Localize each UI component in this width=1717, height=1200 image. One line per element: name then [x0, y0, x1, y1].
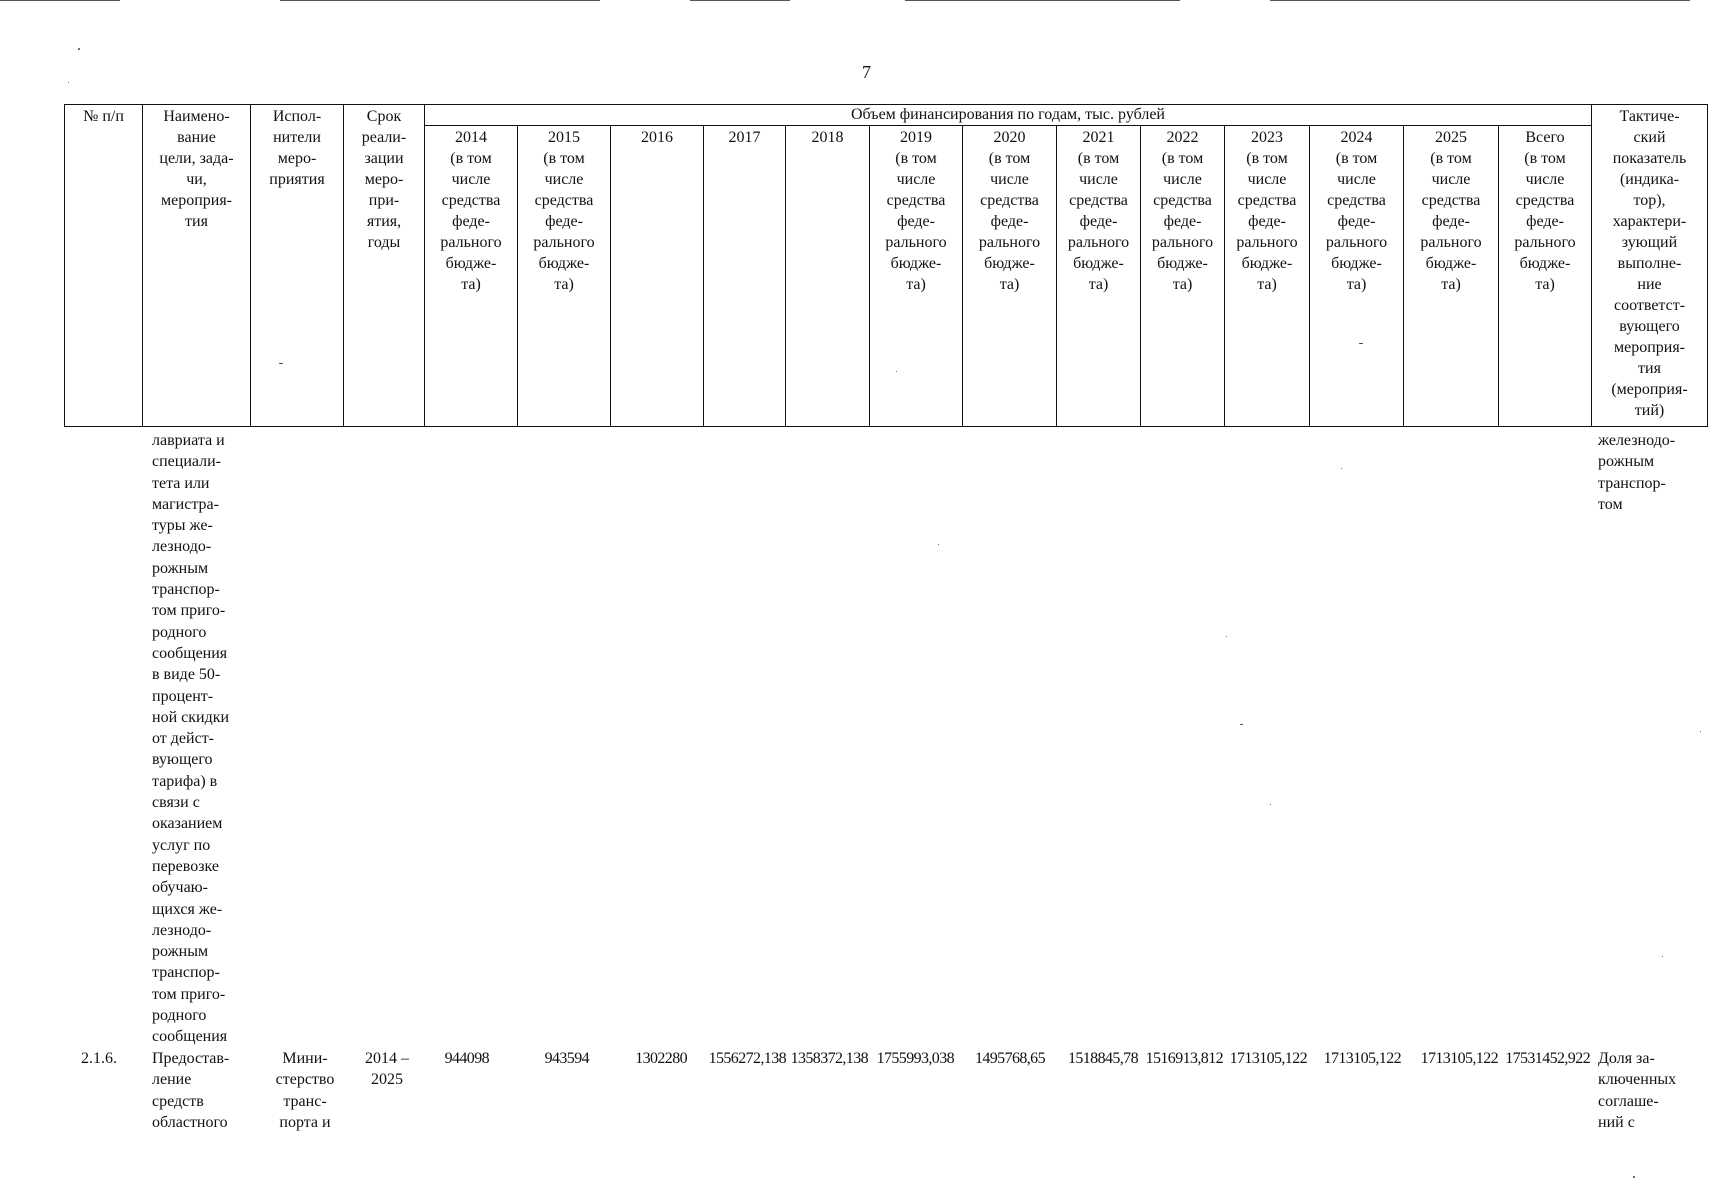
value-2016: 1302280 [635, 1050, 687, 1067]
name-line: оказанием [152, 815, 223, 833]
value-2025: 1713105,122 [1420, 1050, 1498, 1067]
col-header-term: Срок реали- зации меро- при- ятия, годы [344, 105, 425, 427]
year-header-2016: 2016 [611, 126, 704, 427]
year-header-2020: 2020 (в том числе средства феде- рального бюдже- та) [963, 126, 1057, 427]
name-line: в виде 50- [152, 666, 221, 684]
name-line: том приго- [152, 602, 226, 620]
year-header-2024: 2024 (в том числе средства феде- рального бюдже- та) [1310, 126, 1404, 427]
scan-speck [938, 544, 939, 545]
indicator-line: железнодо- [1598, 432, 1676, 449]
year-header-2022: 2022 (в том числе средства феде- рального бюдже- та) [1141, 126, 1225, 427]
funding-title: Объем финансирования по годам, тыс. рублей [425, 105, 1592, 126]
name-line: сообщения [152, 1028, 228, 1046]
name-line: обучаю- [152, 879, 208, 897]
name-line: перевозке [152, 857, 220, 875]
name-line: лезнодо- [152, 921, 212, 939]
name-line: ной скидки [152, 708, 230, 726]
scan-edge-line [280, 0, 600, 1]
scan-speck [1633, 1176, 1635, 1178]
name-line: родного [152, 1007, 207, 1025]
scan-speck [1700, 731, 1701, 732]
indicator-line: том [1598, 495, 1623, 513]
year-header-2017: 2017 [704, 126, 786, 427]
continued-name-text [152, 430, 244, 1048]
col-header-number: № п/п [65, 105, 143, 427]
scan-speck [1270, 804, 1271, 805]
name-line: от дейст- [152, 730, 215, 748]
year-header-2021: 2021 (в том числе средства феде- рального бюдже- та) [1057, 126, 1141, 427]
year-header-2015: 2015 (в том числе средства феде- рального бюдже- та) [518, 126, 611, 427]
name-line: рожным [152, 559, 209, 577]
continued-indicator-text [1598, 430, 1696, 515]
name-line: щихся же- [152, 900, 223, 918]
name-line: лезнодо- [152, 538, 212, 556]
row-number: 2.1.6. [81, 1050, 117, 1067]
scan-edge-line [690, 0, 790, 1]
year-header-2025: 2025 (в том числе средства феде- рального бюдже- та) [1404, 126, 1499, 427]
col-header-name: Наимено- вание цели, зада- чи, мероприя- тия [143, 105, 251, 427]
name-line: тета или [152, 474, 210, 492]
scan-edge-line [0, 0, 120, 1]
value-2018: 1358372,138 [790, 1050, 868, 1067]
page-number: 7 [862, 62, 871, 82]
value-total: 17531452,922 [1505, 1050, 1590, 1067]
row-name: Предостав- ление средств областного [152, 1050, 230, 1131]
row-indicator: Доля за- ключенных соглаше- ний с [1598, 1050, 1677, 1131]
col-header-indicator: Тактиче- ский показатель (индика- тор), характери- зующий выполне- ние соответст- вующего мероприя- тия (мероприя- тий) [1592, 105, 1708, 427]
col-header-executor: Испол- нители меро- приятия [251, 105, 344, 427]
year-header-2019: 2019 (в том числе средства феде- рального бюдже- та) [870, 126, 963, 427]
value-2015: 943594 [544, 1050, 589, 1067]
value-2017: 1556272,138 [708, 1050, 786, 1067]
name-line: лавриата и [152, 432, 225, 449]
scan-speck [68, 82, 69, 83]
scan-speck [78, 48, 80, 50]
name-line: вующего [152, 751, 213, 769]
year-header-total: Всего (в том числе средства феде- рального бюдже- та) [1499, 126, 1592, 427]
row-term: 2014 – 2025 [365, 1050, 409, 1089]
name-line: том приго- [152, 985, 226, 1003]
name-line: родного [152, 623, 207, 641]
scan-edge-line [1270, 0, 1690, 1]
scan-speck [1341, 468, 1342, 469]
scan-speck [1226, 636, 1227, 637]
value-2020: 1495768,65 [974, 1050, 1045, 1067]
year-header-2023: 2023 (в том числе средства феде- рального бюдже- та) [1225, 126, 1310, 427]
name-line: услуг по [152, 836, 211, 854]
scan-speck [1240, 724, 1243, 725]
value-2022: 1516913,812 [1145, 1050, 1223, 1067]
name-line: рожным [152, 943, 209, 961]
value-2023: 1713105,122 [1229, 1050, 1307, 1067]
name-line: связи с [152, 794, 200, 812]
row-executor: Мини- стерство транс- порта и [275, 1050, 335, 1131]
name-line: туры же- [152, 517, 213, 535]
value-2021: 1518845,78 [1067, 1050, 1138, 1067]
indicator-line: рожным [1598, 453, 1655, 471]
name-line: процент- [152, 687, 214, 705]
scan-edge-line [905, 0, 1180, 1]
indicator-line: транспор- [1598, 474, 1666, 492]
name-line: тарифа) в [152, 772, 218, 790]
year-header-2014: 2014 (в том числе средства феде- рального бюдже- та) [425, 126, 518, 427]
name-line: специали- [152, 453, 222, 471]
value-2019: 1755993,038 [876, 1050, 954, 1067]
year-header-2018: 2018 [786, 126, 870, 427]
value-2024: 1713105,122 [1323, 1050, 1401, 1067]
name-line: транспор- [152, 964, 220, 982]
funding-header-table [64, 104, 1708, 427]
scan-speck [1662, 956, 1663, 957]
name-line: транспор- [152, 581, 220, 599]
name-line: магистра- [152, 495, 219, 513]
name-line: сообщения [152, 644, 228, 662]
value-2014: 944098 [444, 1050, 489, 1067]
